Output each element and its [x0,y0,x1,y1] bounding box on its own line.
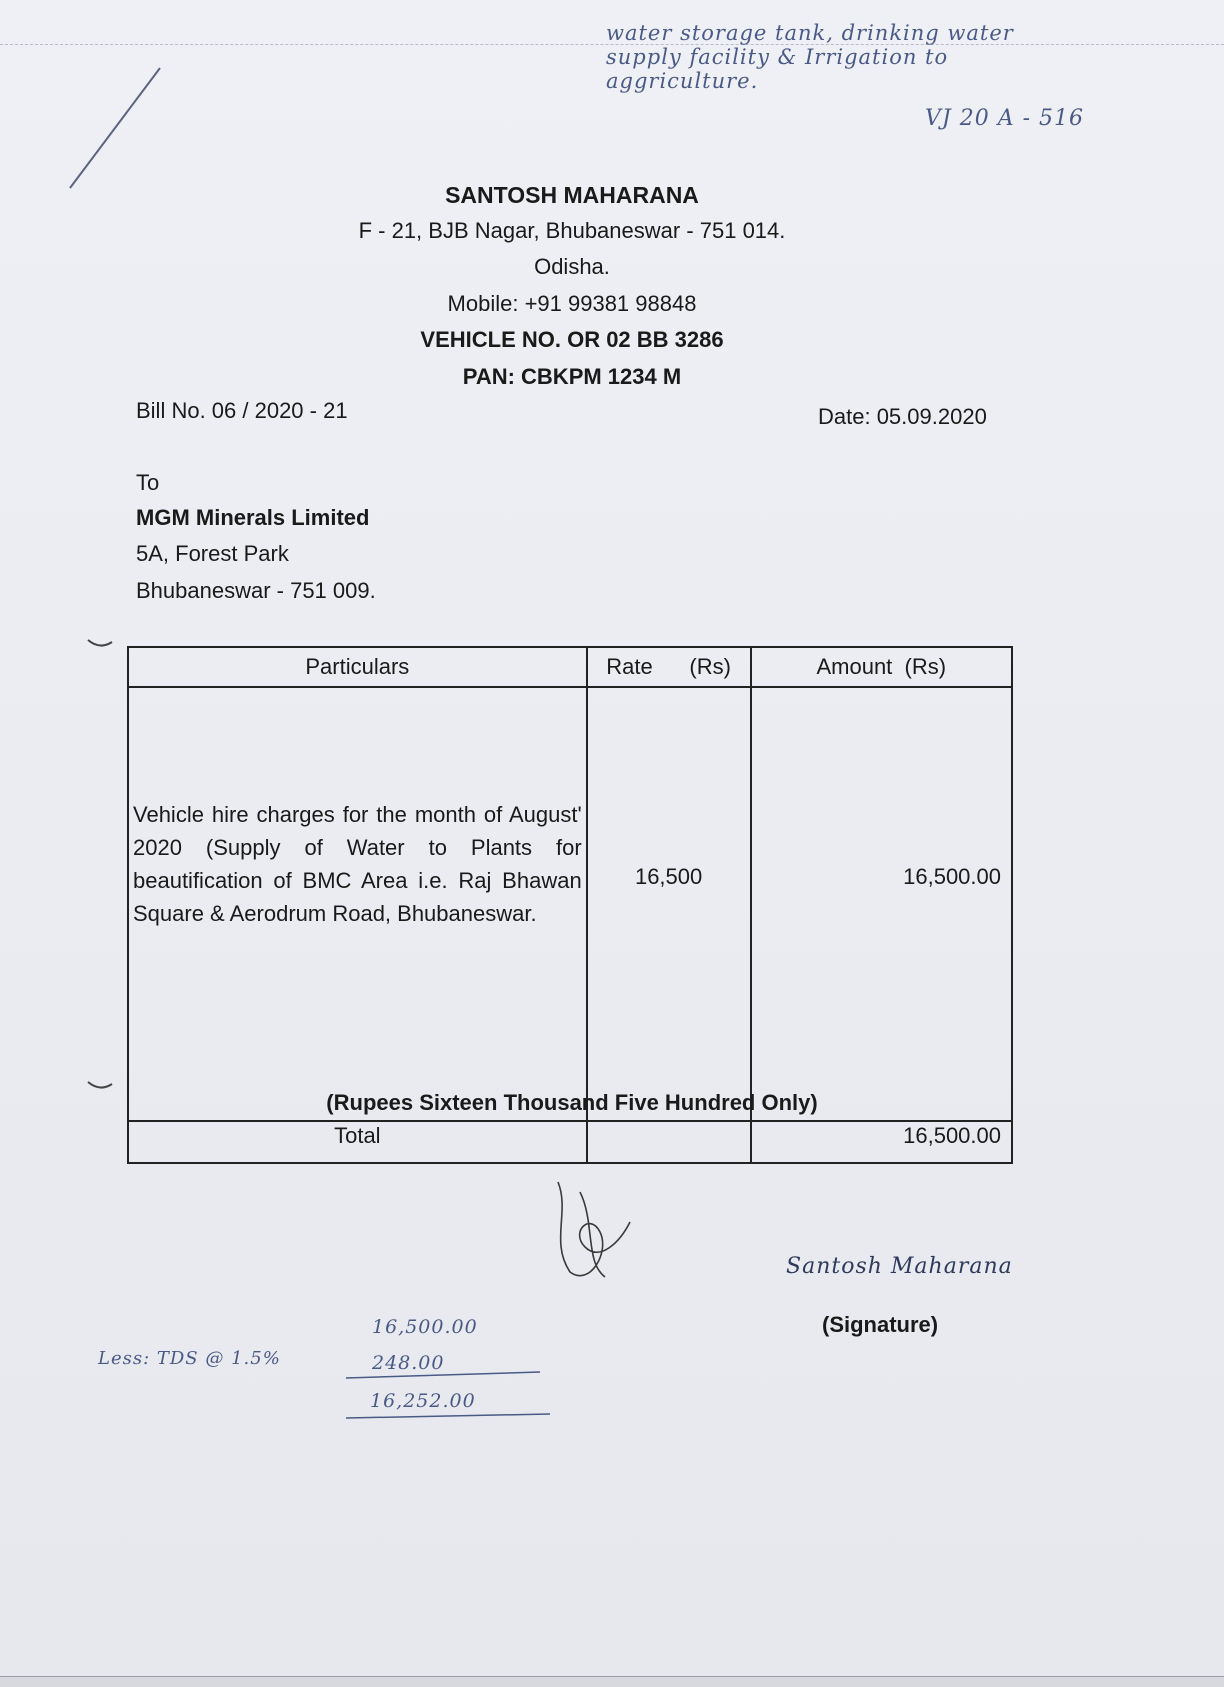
total-rate-empty [587,1121,751,1163]
amount-in-words: (Rupees Sixteen Thousand Five Hundred Only) [326,1090,818,1115]
item-amount: 16,500.00 [751,687,1012,1121]
handwritten-calc-tds: 248.00 [372,1352,445,1374]
recipient-address-line2: Bhubaneswar - 751 009. [136,578,376,603]
sender-mobile: Mobile: +91 99381 98848 [447,291,697,316]
sender-state: Odisha. [534,254,610,279]
handwritten-note-line1: water storage tank, drinking water [606,21,1014,45]
pen-stroke-mark [60,60,170,200]
total-amount: 16,500.00 [751,1121,1012,1163]
header-rate: Rate (Rs) [587,647,751,687]
bill-date: Date: 05.09.2020 [818,404,987,429]
page-bottom-edge [0,1676,1224,1687]
item-description: Vehicle hire charges for the month of August' 2020 (Supply of Water to Plants for beautification of BMC Area i.e. Raj Bhawan Square & Aerodrum Road, Bhubaneswar. [128,687,587,1121]
total-row [128,1121,1012,1163]
handwritten-note-line3: aggriculture. [606,69,759,93]
handwritten-ref-code: VJ 20 A - 516 [925,106,1084,131]
sender-address: F - 21, BJB Nagar, Bhubaneswar - 751 014. [358,218,786,243]
handwritten-calc-net: 16,252.00 [370,1390,476,1412]
signature-handwriting: Santosh Maharana [786,1254,1013,1279]
table-header-row [128,647,1012,687]
vehicle-number: VEHICLE NO. OR 02 BB 3286 [420,327,724,352]
to-label: To [136,470,160,495]
handwritten-note-line2: supply facility & Irrigation to [606,45,949,69]
handwritten-calc-gross: 16,500.00 [372,1316,478,1338]
recipient-address-line1: 5A, Forest Park [136,541,289,566]
item-rate: 16,500 [587,687,751,1121]
margin-mark [86,636,114,652]
signature-label: (Signature) [822,1312,939,1337]
header-particulars: Particulars [128,647,587,687]
handwritten-less-tds: Less: TDS @ 1.5% [98,1348,281,1369]
bill-number: Bill No. 06 / 2020 - 21 [136,398,348,423]
initial-scribble [540,1172,640,1292]
sender-name: SANTOSH MAHARANA [445,182,699,208]
bill-table [127,646,1013,1164]
table-row [128,687,1012,1121]
total-label: Total [128,1121,587,1163]
header-amount: Amount (Rs) [751,647,1012,687]
recipient-company: MGM Minerals Limited [136,505,370,530]
pan-number: PAN: CBKPM 1234 M [462,364,682,389]
